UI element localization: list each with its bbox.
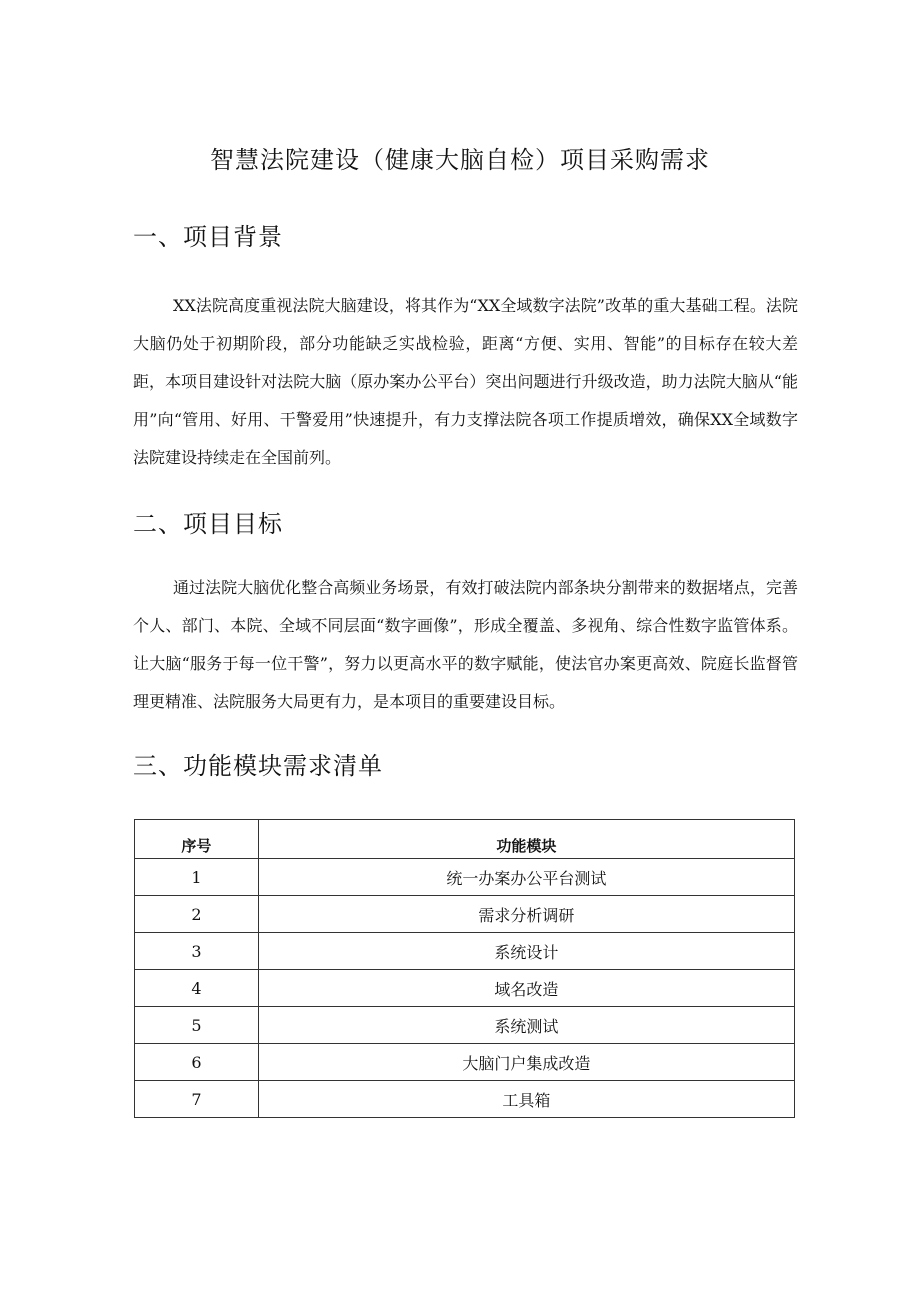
table-header-row bbox=[135, 820, 795, 859]
section-heading-background: 一、项目背景 bbox=[133, 223, 283, 251]
requirements-table bbox=[134, 819, 795, 1118]
document-title: 智慧法院建设（健康大脑自检）项目采购需求 bbox=[210, 146, 710, 174]
section-paragraph-goals: 通过法院大脑优化整合高频业务场景，有效打破法院内部条块分割带来的数据堵点，完善个人、部门、本院、全域不同层面“数字画像”，形成全覆盖、多视角、综合性数字监管体系。让大脑“服务于每一位干警”，努力以更高水平的数字赋能，使法官办案更高效、院庭长监督管理更精准、法院服务大局更有力，是本项目的重要建设目标。 bbox=[133, 578, 798, 711]
table-row bbox=[135, 1081, 795, 1118]
table-row bbox=[135, 970, 795, 1007]
cell-number: 3 bbox=[135, 933, 259, 970]
cell-module: 需求分析调研 bbox=[258, 896, 794, 933]
cell-number: 7 bbox=[135, 1081, 259, 1118]
table-row bbox=[135, 1007, 795, 1044]
header-cell-number: 序号 bbox=[135, 820, 259, 859]
cell-number: 2 bbox=[135, 896, 259, 933]
table-row bbox=[135, 859, 795, 896]
cell-module: 大脑门户集成改造 bbox=[258, 1044, 794, 1081]
cell-number: 1 bbox=[135, 859, 259, 896]
section-paragraph-background: XX法院高度重视法院大脑建设，将其作为“XX全域数字法院”改革的重大基础工程。法院大脑仍处于初期阶段，部分功能缺乏实战检验，距离“方便、实用、智能”的目标存在较大差距，本项目建设针对法院大脑（原办案办公平台）突出问题进行升级改造，助力法院大脑从“能用”向“管用、好用、干警爱用”快速提升，有力支撑法院各项工作提质增效，确保XX全域数字法院建设持续走在全国前列。 bbox=[133, 296, 798, 467]
cell-module: 系统设计 bbox=[258, 933, 794, 970]
table-row bbox=[135, 1044, 795, 1081]
cell-module: 系统测试 bbox=[258, 1007, 794, 1044]
cell-number: 5 bbox=[135, 1007, 259, 1044]
section-heading-goals: 二、项目目标 bbox=[133, 510, 283, 538]
table-row bbox=[135, 896, 795, 933]
cell-number: 6 bbox=[135, 1044, 259, 1081]
cell-module: 域名改造 bbox=[258, 970, 794, 1007]
header-cell-module: 功能模块 bbox=[258, 820, 794, 859]
cell-number: 4 bbox=[135, 970, 259, 1007]
section-heading-module-list: 三、功能模块需求清单 bbox=[133, 752, 383, 780]
cell-module: 统一办案办公平台测试 bbox=[258, 859, 794, 896]
table-row bbox=[135, 933, 795, 970]
cell-module: 工具箱 bbox=[258, 1081, 794, 1118]
